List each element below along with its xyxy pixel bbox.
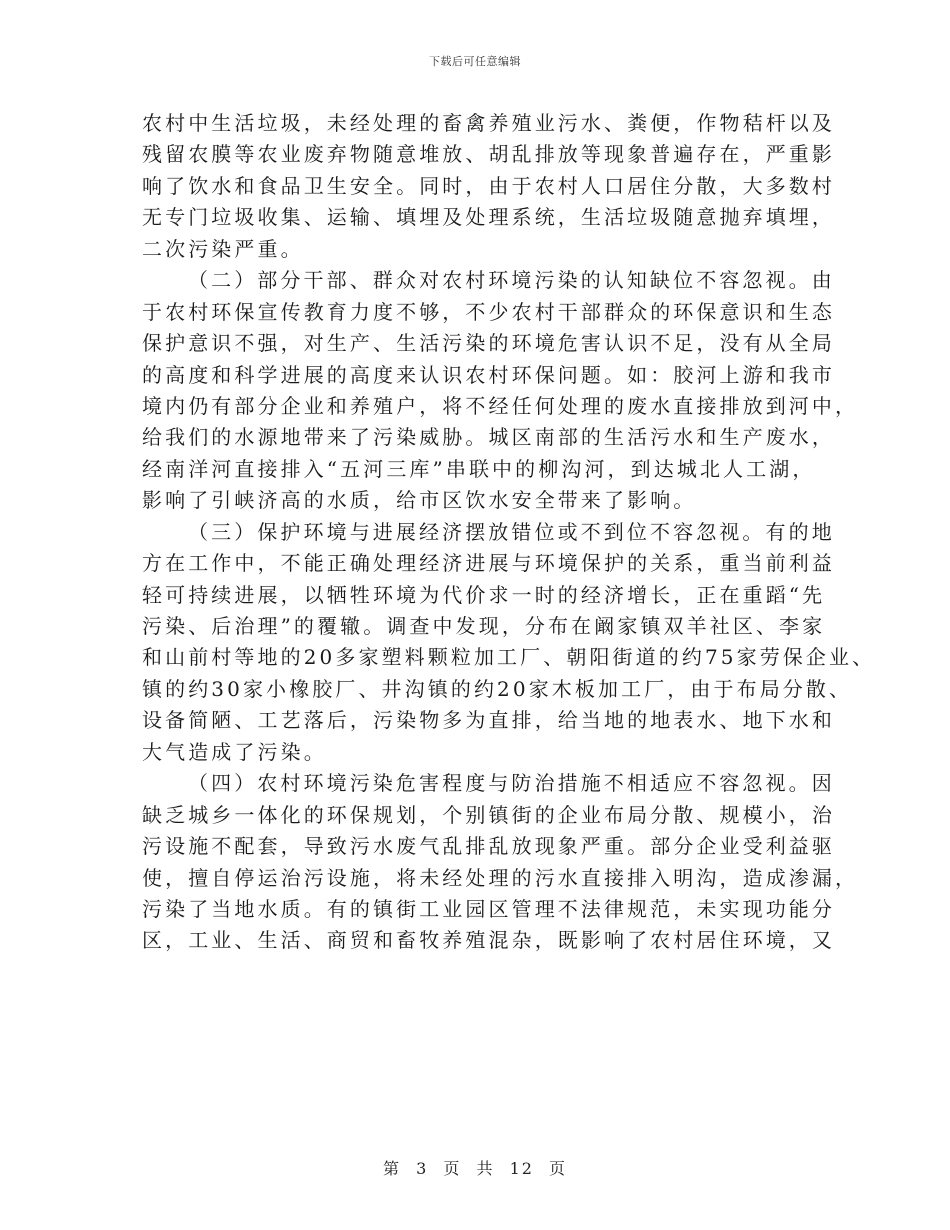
text-line: 的高度和科学进展的高度来认识农村环保问题。如：胶河上游和我市 [142,362,835,387]
text-line: 污染了当地水质。有的镇街工业园区管理不法律规范，未实现功能分 [142,896,835,921]
text-line: 响了饮水和食品卫生安全。同时，由于农村人口居住分散，大多数村 [142,173,835,198]
footer-page-char: 页 [443,1159,462,1178]
text-line: 给我们的水源地带来了污染威胁。城区南部的生活污水和生产废水， [142,425,835,450]
text-line: 缺乏城乡一体化的环保规划，个别镇街的企业布局分散、规模小，治 [142,802,835,827]
text-line: 于农村环保宣传教育力度不够，不少农村干部群众的环保意识和生态 [142,299,835,324]
footer-suffix: 页 [549,1159,568,1178]
text-line: 保护意识不强，对生产、生活污染的环境危害认识不足，没有从全局 [142,331,835,356]
page-header: 下载后可任意编辑 [429,55,521,68]
text-line: （四）农村环境污染危害程度与防治措施不相适应不容忽视。因 [188,771,835,796]
text-line: 影响了引峡济高的水质，给市区饮水安全带来了影响。 [142,488,697,513]
paragraph-2 [142,265,859,517]
text-line: 经南洋河直接排入“五河三库”串联中的柳沟河，到达城北人工湖， [142,456,816,481]
text-line: 方在工作中，不能正确处理经济进展与环境保护的关系，重当前利益 [142,551,835,576]
text-line: （三）保护环境与进展经济摆放错位或不到位不容忽视。有的地 [188,519,835,544]
text-line: 镇的约30家小橡胶厂、井沟镇的约20家木板加工厂，由于布局分散、 [142,676,853,701]
text-line: 污染、后治理”的覆辙。调查中发现，分布在阚家镇双羊社区、李家 [142,614,826,638]
text-line: 区，工业、生活、商贸和畜牧养殖混杂，既影响了农村居住环境，又 [142,928,835,953]
text-line: 轻可持续进展，以牺牲环境为代价求一时的经济增长，正在重蹈“先 [142,582,826,607]
text-line: 和山前村等地的20多家塑料颗粒加工厂、朝阳街道的约75家劳保企业、 [142,645,876,670]
total-pages-number: 12 [509,1159,534,1178]
current-page-number: 3 [416,1159,429,1178]
text-line: 污设施不配套，导致污水废气乱排乱放现象严重。部分企业受利益驱 [142,834,835,859]
paragraph-1 [142,108,842,265]
paragraph-3 [142,517,876,769]
text-line: 农村中生活垃圾，未经处理的畜禽养殖业污水、粪便，作物秸杆以及 [142,111,835,135]
text-line: 使，擅自停运治污设施，将未经处理的污水直接排入明沟，造成渗漏， [142,865,859,890]
page-footer [0,1156,950,1179]
footer-total-prefix: 共 [476,1159,495,1178]
paragraph-4 [142,768,859,957]
text-line: （二）部分干部、群众对农村环境污染的认知缺位不容忽视。由 [188,268,835,293]
text-line: 大气造成了污染。 [142,739,327,764]
text-line: 二次污染严重。 [142,236,304,261]
text-line: 残留农膜等农业废弃物随意堆放、胡乱排放等现象普遍存在，严重影 [142,142,835,167]
document-body [142,108,876,957]
text-line: 无专门垃圾收集、运输、填埋及处理系统，生活垃圾随意抛弃填埋， [142,205,835,230]
footer-prefix: 第 [382,1159,401,1178]
text-line: 设备简陋、工艺落后，污染物多为直排，给当地的地表水、地下水和 [142,708,835,733]
text-line: 境内仍有部分企业和养殖户，将不经任何处理的废水直接排放到河中， [142,393,859,418]
